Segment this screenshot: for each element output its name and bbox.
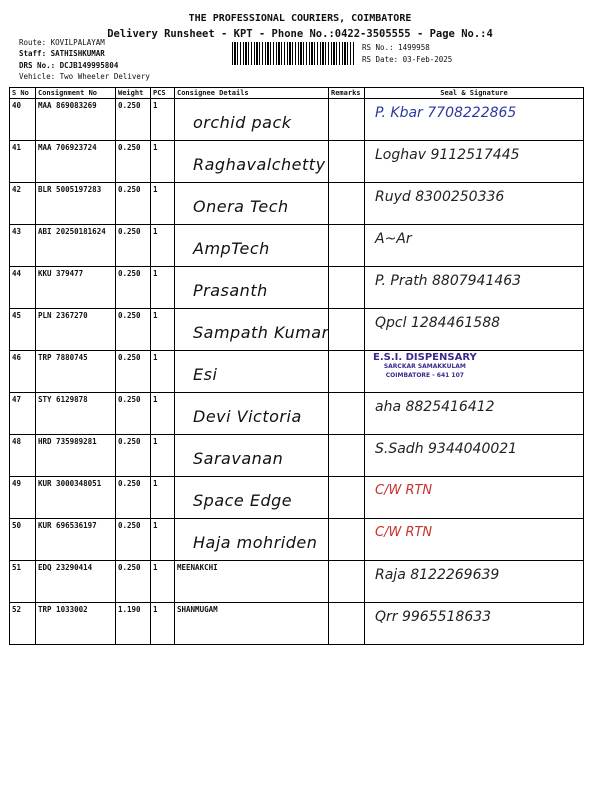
consignee-name: Devi Victoria xyxy=(193,407,302,426)
table-row xyxy=(10,183,584,225)
pcs-cell: 1 xyxy=(151,309,175,351)
consignee-cell xyxy=(175,99,329,141)
remarks-cell xyxy=(329,351,365,393)
weight-cell: 0.250 xyxy=(116,351,151,393)
remarks-cell xyxy=(329,519,365,561)
remarks-cell xyxy=(329,561,365,603)
sno-cell: 44 xyxy=(10,267,36,309)
remarks-cell xyxy=(329,603,365,645)
signature-text: Raja 8122269639 xyxy=(375,567,500,583)
consignee-cell xyxy=(175,309,329,351)
weight-cell: 0.250 xyxy=(116,141,151,183)
consignee-name: Raghavalchetty xyxy=(193,155,326,174)
consignee-name: Onera Tech xyxy=(193,197,289,216)
weight-cell: 0.250 xyxy=(116,267,151,309)
signature-cell xyxy=(365,561,584,603)
remarks-cell xyxy=(329,267,365,309)
signature-cell xyxy=(365,309,584,351)
sno-cell: 46 xyxy=(10,351,36,393)
signature-text: A~Ar xyxy=(375,231,412,247)
company-title: THE PROFESSIONAL COURIERS, COIMBATORE xyxy=(188,13,412,24)
pcs-cell: 1 xyxy=(151,603,175,645)
remarks-cell xyxy=(329,141,365,183)
consignee-name: SHANMUGAM xyxy=(177,605,218,614)
table-row xyxy=(10,435,584,477)
table-row xyxy=(10,519,584,561)
signature-cell xyxy=(365,183,584,225)
signature-cell xyxy=(365,519,584,561)
consignment-no-cell: HRD 735989281 xyxy=(36,435,116,477)
signature-text: S.Sadh 9344040021 xyxy=(375,441,518,457)
signature-text: C/W RTN xyxy=(375,525,433,540)
consignee-name: Space Edge xyxy=(193,491,293,510)
route-label: Route: KOVILPALAYAM xyxy=(19,38,105,47)
remarks-cell xyxy=(329,225,365,267)
pcs-cell: 1 xyxy=(151,99,175,141)
weight-cell: 0.250 xyxy=(116,435,151,477)
stamp-line1: E.S.I. DISPENSARY xyxy=(373,352,477,363)
rs-date: RS Date: 03-Feb-2025 xyxy=(362,55,453,64)
pcs-cell: 1 xyxy=(151,267,175,309)
signature-text: Qrr 9965518633 xyxy=(375,609,492,625)
signature-text: aha 8825416412 xyxy=(375,399,495,415)
consignee-cell xyxy=(175,267,329,309)
weight-cell: 0.250 xyxy=(116,561,151,603)
consignment-no-cell: KUR 3000348051 xyxy=(36,477,116,519)
weight-cell: 0.250 xyxy=(116,99,151,141)
pcs-cell: 1 xyxy=(151,561,175,603)
consignment-no-cell: MAA 869083269 xyxy=(36,99,116,141)
signature-cell xyxy=(365,435,584,477)
pcs-cell: 1 xyxy=(151,477,175,519)
signature-text: P. Prath 8807941463 xyxy=(375,273,522,289)
consignee-cell xyxy=(175,393,329,435)
remarks-cell xyxy=(329,435,365,477)
consignee-cell xyxy=(175,351,329,393)
table-header-row xyxy=(10,88,584,99)
signature-cell xyxy=(365,141,584,183)
table-row xyxy=(10,225,584,267)
dispensary-stamp xyxy=(373,353,477,380)
barcode-image xyxy=(232,42,354,65)
sno-cell: 52 xyxy=(10,603,36,645)
signature-text: P. Kbar 7708222865 xyxy=(375,105,517,121)
signature-text: C/W RTN xyxy=(375,483,433,498)
remarks-cell xyxy=(329,477,365,519)
rs-number: RS No.: 1499958 xyxy=(362,43,430,52)
drs-label: DRS No.: DCJB149995804 xyxy=(19,61,119,70)
pcs-cell: 1 xyxy=(151,435,175,477)
consignment-no-cell: TRP 7880745 xyxy=(36,351,116,393)
sno-cell: 49 xyxy=(10,477,36,519)
consignee-name: Esi xyxy=(193,365,218,384)
sno-cell: 47 xyxy=(10,393,36,435)
sno-cell: 41 xyxy=(10,141,36,183)
consignee-name: AmpTech xyxy=(193,239,270,258)
consignment-no-cell: PLN 2367270 xyxy=(36,309,116,351)
consignee-cell xyxy=(175,519,329,561)
signature-cell xyxy=(365,351,584,393)
consignee-name: Prasanth xyxy=(193,281,268,300)
remarks-cell xyxy=(329,183,365,225)
consignee-cell xyxy=(175,477,329,519)
weight-cell: 0.250 xyxy=(116,225,151,267)
consignee-name: Haja mohriden xyxy=(193,533,318,552)
signature-cell xyxy=(365,225,584,267)
pcs-cell: 1 xyxy=(151,225,175,267)
weight-cell: 0.250 xyxy=(116,519,151,561)
weight-cell: 0.250 xyxy=(116,393,151,435)
pcs-cell: 1 xyxy=(151,519,175,561)
consignee-name: Saravanan xyxy=(193,449,284,468)
signature-cell xyxy=(365,393,584,435)
signature-cell xyxy=(365,477,584,519)
col-consignee: Consignee Details xyxy=(175,88,329,99)
signature-cell xyxy=(365,603,584,645)
consignment-no-cell: ABI 20250181624 xyxy=(36,225,116,267)
sno-cell: 50 xyxy=(10,519,36,561)
pcs-cell: 1 xyxy=(151,393,175,435)
consignment-no-cell: MAA 706923724 xyxy=(36,141,116,183)
weight-cell: 0.250 xyxy=(116,309,151,351)
table-row xyxy=(10,309,584,351)
table-row xyxy=(10,141,584,183)
col-weight: Weight xyxy=(116,88,151,99)
table-row xyxy=(10,393,584,435)
table-row xyxy=(10,351,584,393)
consignee-cell xyxy=(175,561,329,603)
consignment-no-cell: KKU 379477 xyxy=(36,267,116,309)
sno-cell: 48 xyxy=(10,435,36,477)
col-seal-signature: Seal & Signature xyxy=(365,88,584,99)
sno-cell: 42 xyxy=(10,183,36,225)
stamp-line3: COIMBATORE - 641 107 xyxy=(385,372,464,379)
pcs-cell: 1 xyxy=(151,351,175,393)
col-pcs: PCS xyxy=(151,88,175,99)
weight-cell: 0.250 xyxy=(116,183,151,225)
runsheet-subtitle: Delivery Runsheet - KPT - Phone No.:0422-3505555 - Page No.:4 xyxy=(107,28,493,40)
signature-text: Qpcl 1284461588 xyxy=(375,315,501,331)
table-row xyxy=(10,603,584,645)
weight-cell: 0.250 xyxy=(116,477,151,519)
signature-text: Loghav 9112517445 xyxy=(375,147,520,163)
pcs-cell: 1 xyxy=(151,141,175,183)
sno-cell: 45 xyxy=(10,309,36,351)
staff-label: Staff: SATHISHKUMAR xyxy=(19,49,105,58)
consignee-name: MEENAKCHI xyxy=(177,563,218,572)
consignee-cell xyxy=(175,183,329,225)
consignee-name: orchid pack xyxy=(193,113,292,132)
signature-cell xyxy=(365,99,584,141)
remarks-cell xyxy=(329,99,365,141)
consignment-no-cell: STY 6129878 xyxy=(36,393,116,435)
table-row xyxy=(10,561,584,603)
consignee-cell xyxy=(175,141,329,183)
col-consignment: Consignment No xyxy=(36,88,116,99)
sno-cell: 43 xyxy=(10,225,36,267)
col-sno: S No xyxy=(10,88,36,99)
remarks-cell xyxy=(329,393,365,435)
consignment-no-cell: TRP 1033002 xyxy=(36,603,116,645)
consignee-cell xyxy=(175,225,329,267)
sno-cell: 51 xyxy=(10,561,36,603)
vehicle-label: Vehicle: Two Wheeler Delivery xyxy=(19,72,150,81)
table-row xyxy=(10,477,584,519)
remarks-cell xyxy=(329,309,365,351)
consignment-no-cell: EDQ 23290414 xyxy=(36,561,116,603)
pcs-cell: 1 xyxy=(151,183,175,225)
signature-text: Ruyd 8300250336 xyxy=(375,189,505,205)
consignment-no-cell: BLR 5005197283 xyxy=(36,183,116,225)
weight-cell: 1.190 xyxy=(116,603,151,645)
sno-cell: 40 xyxy=(10,99,36,141)
consignment-no-cell: KUR 696536197 xyxy=(36,519,116,561)
table-row xyxy=(10,99,584,141)
consignee-cell xyxy=(175,435,329,477)
col-remarks: Remarks xyxy=(329,88,365,99)
table-row xyxy=(10,267,584,309)
stamp-line2: SARCKAR SAMAKKULAM xyxy=(383,363,466,370)
signature-cell xyxy=(365,267,584,309)
consignee-name: Sampath Kumar xyxy=(193,323,329,342)
consignee-cell xyxy=(175,603,329,645)
runsheet-table xyxy=(9,87,584,645)
